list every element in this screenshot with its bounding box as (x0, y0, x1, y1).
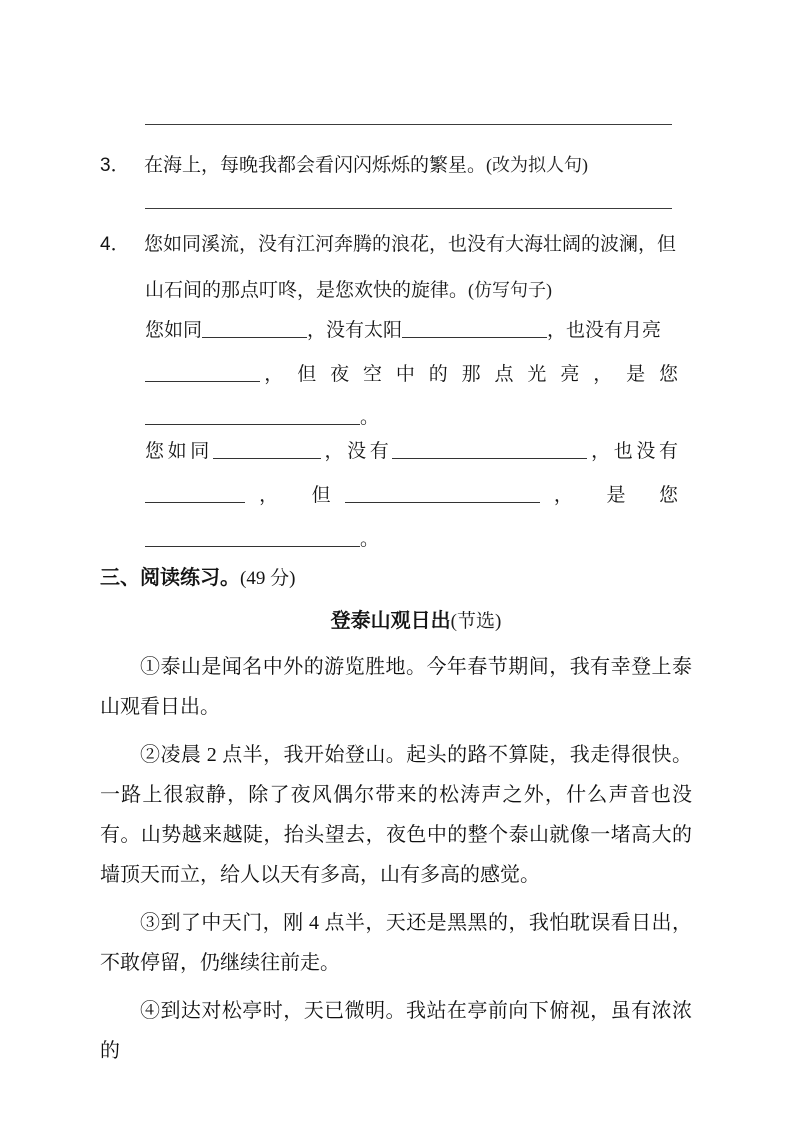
fill-set-2-line-3 (145, 524, 678, 551)
blank-field (213, 441, 321, 459)
passage-paragraph-1: ①泰山是闻名中外的游览胜地。今年春节期间，我有幸登上泰山观看日出。 (100, 656, 692, 718)
question-4-text-line-2: 山石间的那点叮咚，是您欢快的旋律。 (145, 280, 469, 301)
question-3-text: 在海上，每晚我都会看闪闪烁烁的繁星。 (144, 155, 487, 176)
question-4-number: 4． (100, 234, 130, 255)
fill-set-1-line-2 (145, 359, 678, 386)
passage-paragraph-2: ②凌晨 2 点半，我开始登山。起头的路不算陡，我走得很快。一路上很寂静，除了夜风偶尔带来的松涛声之外，什么声音也没有。山势越来越陡，抬头望去，夜色中的整个泰山就像一堵高大的墙顶天而立，给人以天有多高，山有多高的感觉。 (100, 744, 692, 886)
passage-title-text: 登泰山观日出 (330, 610, 451, 632)
fill-set-1-line-3 (145, 402, 678, 429)
blank-field (145, 407, 360, 425)
fill-text: ，也没有 (587, 441, 678, 462)
fill-text: ，没有太阳 (307, 320, 403, 341)
fill-text: 。 (360, 407, 380, 428)
fill-text: 。 (360, 529, 380, 550)
passage-title-note: (节选) (450, 611, 502, 632)
section-3-points: (49 分) (240, 568, 296, 589)
question-4-text-line-1: 您如同溪流，没有江河奔腾的浪花，也没有大海壮阔的波澜，但 (144, 234, 677, 255)
fill-text: ， 但 夜 空 中 的 那 点 光 亮 ， 是 您 (260, 364, 678, 385)
blank-field (392, 441, 587, 459)
blank-field (145, 485, 245, 503)
passage-paragraph-3: ③到了中天门，刚 4 点半，天还是黑黑的，我怕耽误看日出，不敢停留，仍继续往前走。 (100, 912, 692, 974)
question-4-note: (仿写句子) (468, 280, 553, 300)
answer-rule (145, 208, 672, 209)
passage-body (100, 647, 692, 1079)
answer-rule (145, 124, 672, 125)
fill-text: ，没有 (320, 441, 393, 462)
blank-field (145, 364, 260, 382)
fill-text: ，也没有月亮 (547, 320, 662, 341)
passage-paragraph-4: ④到达对松亭时，天已微明。我站在亭前向下俯视，虽有浓浓的 (100, 1000, 692, 1062)
blank-field (202, 320, 307, 338)
question-3 (100, 150, 700, 177)
fill-set-2-line-2 (145, 480, 678, 507)
passage-title (100, 604, 692, 633)
blank-field (402, 320, 547, 338)
fill-text: ， 是 您 (539, 485, 678, 506)
question-3-note: (改为拟人句) (486, 155, 589, 175)
blank-field (345, 485, 540, 503)
fill-set-1-line-1 (145, 315, 678, 342)
section-3-title: 三、阅读练习。 (100, 567, 240, 589)
fill-set-2-line-1 (145, 436, 678, 463)
fill-text: 您如同 (145, 320, 203, 341)
question-3-number: 3． (100, 155, 130, 176)
question-4-line-2 (145, 275, 745, 302)
fill-text: 您如同 (145, 441, 213, 462)
section-3-header (100, 561, 295, 590)
fill-text: ， 但 (245, 485, 345, 506)
question-4-line-1 (100, 229, 700, 256)
blank-field (145, 529, 360, 547)
